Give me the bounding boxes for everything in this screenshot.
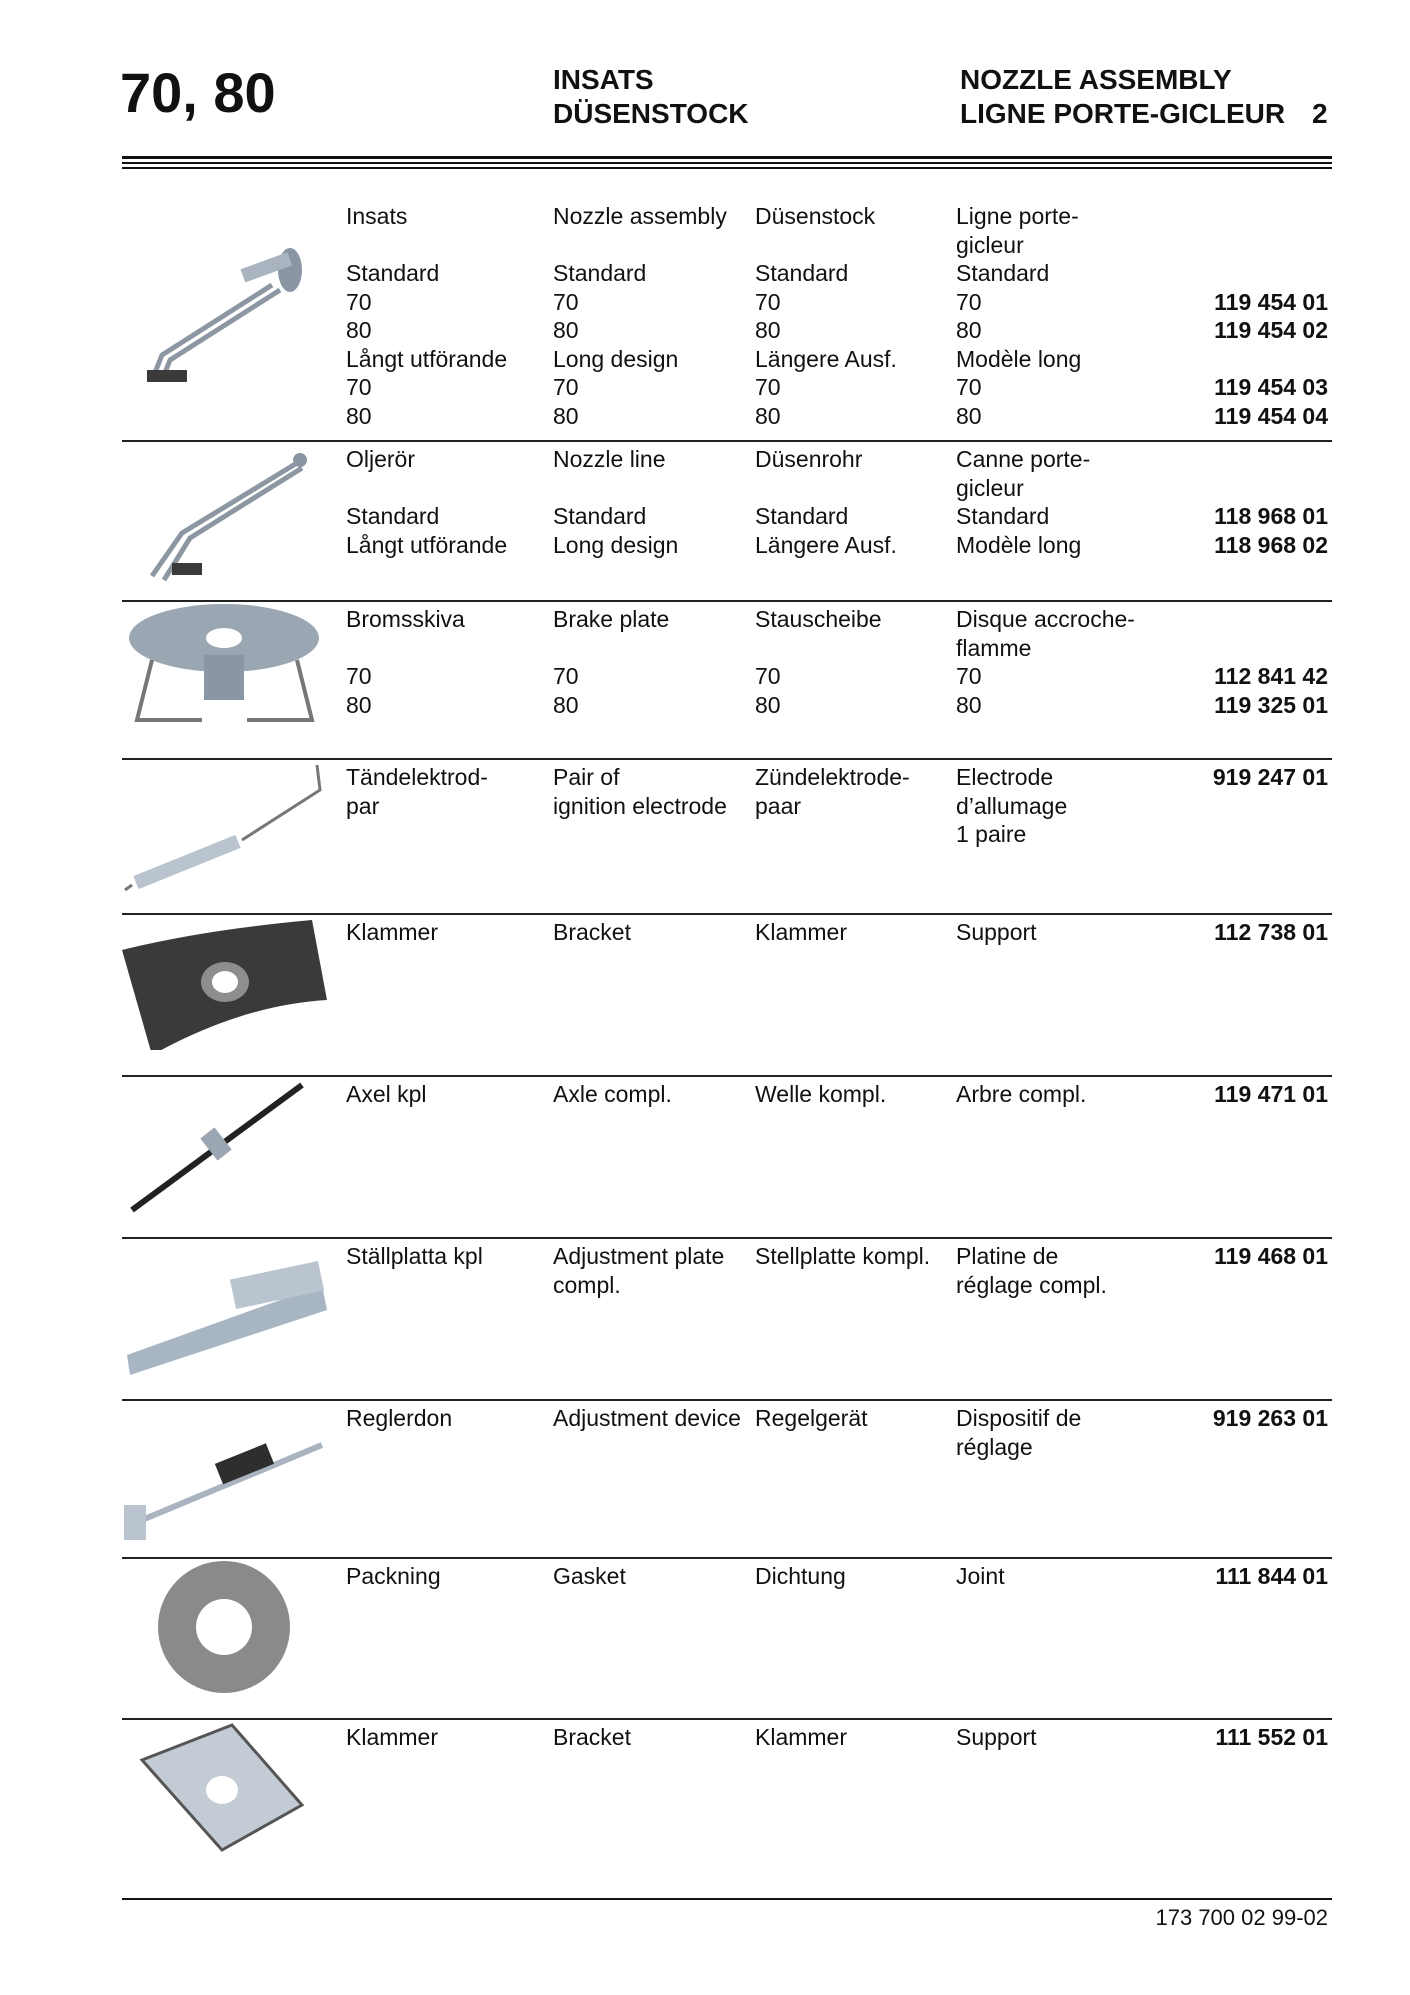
brake-plate-c2-text: Brake plate <box>553 606 670 632</box>
nozzle-assembly-c3-text: 80 <box>755 317 781 343</box>
nozzle-assembly-c4-text: Standard <box>956 260 1050 286</box>
nozzle-assembly-part-number: 119 454 02 <box>1214 317 1328 343</box>
nozzle-assembly-c1-text: Långt utförande <box>346 345 508 372</box>
nozzle-assembly-c1-text: 70 <box>346 288 372 315</box>
gasket-c4-text: Joint <box>956 1563 1005 1589</box>
swedish-title: INSATS <box>553 64 654 95</box>
nozzle-assembly-c2-text: Nozzle assembly <box>553 203 727 229</box>
bracket-1-part-number: 112 738 01 <box>1214 919 1328 945</box>
nozzle-assembly-c1-text: 80 <box>346 402 372 429</box>
ignition-electrode-c3-text: Zündelektrode- <box>755 764 910 790</box>
gasket-image <box>122 1555 327 1695</box>
nozzle-assembly-part-number: 119 454 04 <box>1214 402 1328 429</box>
nozzle-line-part-number: 118 968 01 <box>1214 503 1328 529</box>
bracket-image <box>122 910 327 1050</box>
nozzle-line-c3-text: Standard <box>755 503 849 529</box>
nozzle-assembly-c4-text: 80 <box>956 402 982 429</box>
english-title: NOZZLE ASSEMBLY <box>960 64 1232 95</box>
adjustment-device-c2-text: Adjustment device <box>553 1405 741 1431</box>
brake-plate-c1-text: 70 <box>346 663 372 689</box>
bracket-1-c4-text: Support <box>956 919 1037 945</box>
gasket-c2-text: Gasket <box>553 1563 626 1589</box>
document-number: 173 700 02 99-02 <box>1155 1905 1328 1930</box>
nozzle-line-c3-text: Düsenrohr <box>755 446 863 472</box>
nozzle-line-c4-text: gicleur <box>956 474 1024 501</box>
brake-plate-image <box>122 600 327 740</box>
ignition-electrode-c3-text: paar <box>755 792 802 819</box>
nozzle-assembly-c2-text: Long design <box>553 345 679 372</box>
brake-plate-part-number: 112 841 42 <box>1214 663 1328 689</box>
axle-image <box>122 1075 327 1215</box>
nozzle-assembly-c3-text: Düsenstock <box>755 203 876 229</box>
nozzle-assembly-c2-text: 70 <box>553 288 579 315</box>
nozzle-assembly-c4-text: Modèle long <box>956 345 1082 372</box>
nozzle-line-c2-text: Long design <box>553 531 679 558</box>
brake-plate-c4-text: Disque accroche- <box>956 606 1135 632</box>
adjustment-device-c4-text: Dispositif de <box>956 1405 1082 1431</box>
nozzle-assembly-c4-text: gicleur <box>956 231 1024 258</box>
ignition-electrode-c1-text: par <box>346 792 380 819</box>
nozzle-line-c4-text: Standard <box>956 503 1050 529</box>
ignition-electrode-c4-text: d’allumage <box>956 792 1068 819</box>
footer-rule <box>122 1898 1332 1900</box>
nozzle-assembly-part-number: 119 454 03 <box>1214 374 1328 400</box>
axle-c1-text: Axel kpl <box>346 1081 427 1107</box>
nozzle-line-c1-text: Oljerör <box>346 446 416 472</box>
bracket-2-c3-text: Klammer <box>755 1724 848 1750</box>
nozzle-line-c1-text: Standard <box>346 503 440 529</box>
ignition-electrode-c2-text: Pair of <box>553 764 620 790</box>
adjustment-plate-c2-text: compl. <box>553 1271 621 1298</box>
nozzle-assembly-c4-text: 80 <box>956 317 982 343</box>
nozzle-assembly-c1-text: Standard <box>346 260 440 286</box>
nozzle-assembly-c1-text: 70 <box>346 374 372 400</box>
brake-plate-c3-text: 80 <box>755 691 781 718</box>
bracket-1-c2-text: Bracket <box>553 919 631 945</box>
nozzle-line-c4-text: Canne porte- <box>956 446 1091 472</box>
axle-c4-text: Arbre compl. <box>956 1081 1087 1107</box>
adjustment-device-image <box>122 1405 327 1545</box>
bracket-2-part-number: 111 552 01 <box>1215 1724 1328 1750</box>
adjustment-plate-c3-text: Stellplatte kompl. <box>755 1243 931 1269</box>
nozzle-assembly-c2-text: 80 <box>553 317 579 343</box>
nozzle-assembly-c3-text: 70 <box>755 288 781 315</box>
axle-part-number: 119 471 01 <box>1214 1081 1328 1107</box>
brake-plate-c3-text: 70 <box>755 663 781 689</box>
ignition-electrode-c4-text: 1 paire <box>956 821 1027 847</box>
header-rule-2 <box>122 162 1332 164</box>
model-number: 70, 80 <box>120 61 276 124</box>
adjustment-plate-c1-text: Ställplatta kpl <box>346 1243 483 1269</box>
brake-plate-c4-text: 80 <box>956 691 982 718</box>
axle-c3-text: Welle kompl. <box>755 1081 887 1107</box>
adjustment-device-c4-text: réglage <box>956 1433 1033 1460</box>
brake-plate-c2-text: 70 <box>553 663 579 689</box>
nozzle-assembly-c1-text: 80 <box>346 317 372 343</box>
ignition-electrode-c1-text: Tändelektrod- <box>346 764 488 790</box>
nozzle-line-c4-text: Modèle long <box>956 531 1082 558</box>
ignition-electrode-image <box>122 760 327 900</box>
nozzle-assembly-c2-text: Standard <box>553 260 647 286</box>
adjustment-plate-image <box>122 1245 327 1385</box>
ignition-electrode-c4-text: Electrode <box>956 764 1054 790</box>
nozzle-line-c2-text: Nozzle line <box>553 446 666 472</box>
brake-plate-c2-text: 80 <box>553 691 579 718</box>
gasket-c1-text: Packning <box>346 1563 441 1589</box>
brake-plate-c3-text: Stauscheibe <box>755 606 882 632</box>
bracket-1-c1-text: Klammer <box>346 919 439 945</box>
gasket-c3-text: Dichtung <box>755 1563 846 1589</box>
brake-plate-c4-text: flamme <box>956 634 1032 661</box>
adjustment-plate-c4-text: réglage compl. <box>956 1271 1107 1298</box>
brake-plate-c1-text: Bromsskiva <box>346 606 465 632</box>
nozzle-assembly-part-number: 119 454 01 <box>1214 288 1328 315</box>
nozzle-assembly-image <box>122 240 327 390</box>
nozzle-line-part-number: 118 968 02 <box>1214 531 1328 558</box>
nozzle-assembly-c4-text: Ligne porte- <box>956 203 1079 229</box>
ignition-electrode-c2-text: ignition electrode <box>553 792 727 819</box>
bracket-2-image <box>122 1720 327 1860</box>
nozzle-assembly-c4-text: 70 <box>956 374 982 400</box>
row-separator <box>122 1237 1332 1239</box>
adjustment-device-c1-text: Reglerdon <box>346 1405 453 1431</box>
brake-plate-part-number: 119 325 01 <box>1214 691 1328 718</box>
nozzle-assembly-c1-text: Insats <box>346 203 408 229</box>
row-separator <box>122 440 1332 442</box>
nozzle-assembly-c2-text: 80 <box>553 402 579 429</box>
nozzle-assembly-c3-text: Längere Ausf. <box>755 345 897 372</box>
nozzle-assembly-c2-text: 70 <box>553 374 579 400</box>
gasket-part-number: 111 844 01 <box>1215 1563 1328 1589</box>
header-rule-1 <box>122 156 1332 159</box>
nozzle-line-c1-text: Långt utförande <box>346 531 508 558</box>
bracket-2-c1-text: Klammer <box>346 1724 439 1750</box>
axle-c2-text: Axle compl. <box>553 1081 672 1107</box>
nozzle-line-image <box>122 448 327 588</box>
header-rule-3 <box>122 167 1332 169</box>
nozzle-assembly-c3-text: Standard <box>755 260 849 286</box>
adjustment-plate-part-number: 119 468 01 <box>1214 1243 1328 1269</box>
bracket-2-c4-text: Support <box>956 1724 1037 1750</box>
page-number: 2 <box>1312 98 1328 129</box>
adjustment-plate-c2-text: Adjustment plate <box>553 1243 725 1269</box>
nozzle-assembly-c3-text: 80 <box>755 402 781 429</box>
brake-plate-c4-text: 70 <box>956 663 982 689</box>
nozzle-line-c2-text: Standard <box>553 503 647 529</box>
nozzle-line-c3-text: Längere Ausf. <box>755 531 897 558</box>
ignition-electrode-part-number: 919 247 01 <box>1212 764 1328 790</box>
adjustment-plate-c4-text: Platine de <box>956 1243 1059 1269</box>
adjustment-device-part-number: 919 263 01 <box>1212 1405 1328 1431</box>
brake-plate-c1-text: 80 <box>346 691 372 718</box>
row-separator <box>122 1399 1332 1401</box>
nozzle-assembly-c3-text: 70 <box>755 374 781 400</box>
french-title: LIGNE PORTE-GICLEUR <box>960 98 1286 129</box>
nozzle-assembly-c4-text: 70 <box>956 288 982 315</box>
bracket-2-c2-text: Bracket <box>553 1724 631 1750</box>
german-title: DÜSENSTOCK <box>553 98 749 129</box>
adjustment-device-c3-text: Regelgerät <box>755 1405 868 1431</box>
bracket-1-c3-text: Klammer <box>755 919 848 945</box>
